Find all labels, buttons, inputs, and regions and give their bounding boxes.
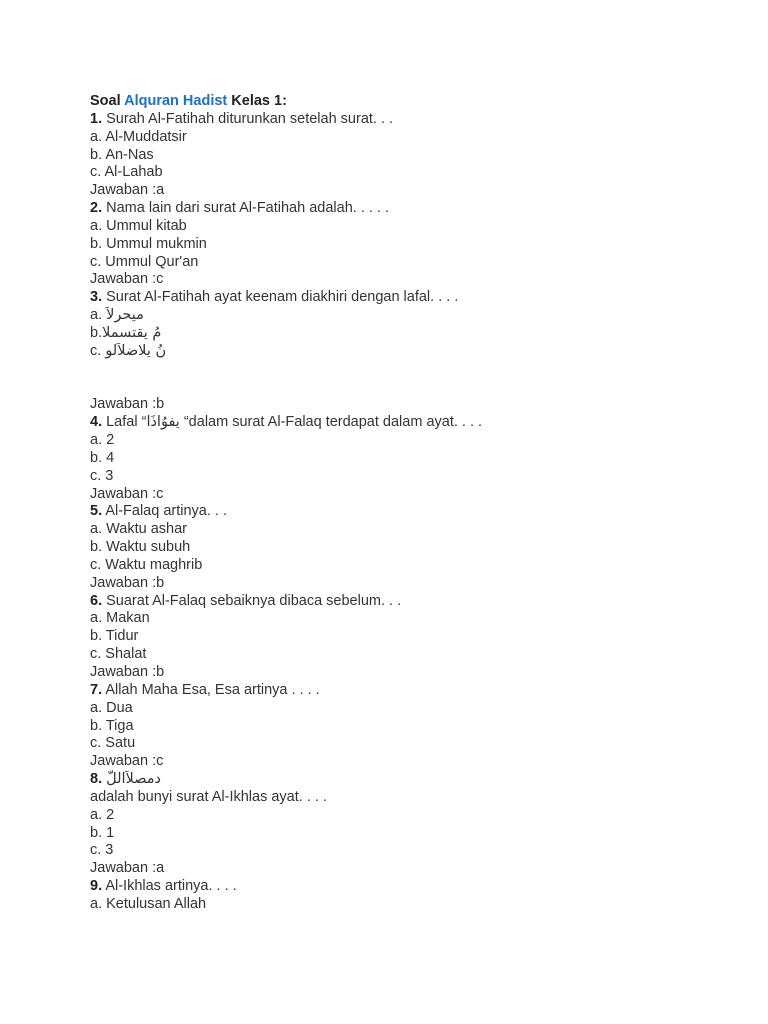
question-number: 7.	[90, 681, 103, 698]
answer: Jawaban :b	[90, 396, 165, 413]
question-text: Surah Al-Fatihah diturunkan setelah surat. . .	[102, 110, 394, 127]
question-6	[90, 593, 730, 611]
question-arabic: يفوُاذَا	[146, 414, 180, 431]
option-b	[90, 325, 730, 343]
question-number: 9.	[90, 878, 103, 895]
question-number: 6.	[90, 592, 103, 609]
answer: Jawaban :a	[90, 860, 165, 877]
option-arabic: ميحرلاَ	[106, 307, 144, 324]
option-a: a. 2	[90, 432, 115, 449]
option-a: a. Al-Muddatsir	[90, 128, 187, 145]
question-number: 5.	[90, 503, 103, 520]
question-text: Al-Falaq artinya. . .	[102, 503, 228, 520]
option-c	[90, 343, 730, 361]
option-c: c. Satu	[90, 735, 136, 752]
option-c: c. Al-Lahab	[90, 164, 163, 181]
question-3	[90, 289, 730, 307]
option-c: c. 3	[90, 467, 114, 484]
question-number: 1.	[90, 110, 103, 127]
question-text: Allah Maha Esa, Esa artinya . . . .	[102, 681, 320, 698]
option-arabic: مُ يقتسملا	[102, 324, 162, 341]
question-text-before: Lafal “	[102, 414, 147, 431]
answer: Jawaban :a	[90, 182, 165, 199]
option-a	[90, 307, 730, 325]
option-b: b. 1	[90, 824, 115, 841]
title-prefix: Soal	[90, 93, 125, 109]
option-a: a. Ummul kitab	[90, 217, 187, 234]
option-a: a. Dua	[90, 699, 133, 716]
question-5	[90, 503, 730, 521]
blank-space	[90, 361, 730, 397]
answer: Jawaban :c	[90, 485, 164, 502]
question-8	[90, 771, 730, 789]
answer: Jawaban :c	[90, 271, 164, 288]
option-prefix: a.	[90, 307, 107, 324]
question-number: 8.	[90, 771, 103, 788]
question-4	[90, 414, 730, 432]
option-a: a. 2	[90, 806, 115, 823]
question-text: Suarat Al-Falaq sebaiknya dibaca sebelum. . .	[102, 592, 402, 609]
option-a: a. Ketulusan Allah	[90, 895, 207, 912]
question-number: 3.	[90, 289, 103, 306]
question-text: adalah bunyi surat Al-Ikhlas ayat. . . .	[90, 788, 327, 805]
option-prefix: b.	[90, 324, 103, 341]
question-arabic: دمصلاَاللّ	[106, 771, 162, 788]
answer: Jawaban :b	[90, 574, 165, 591]
option-arabic: نُ يلاضلاَلو	[105, 342, 167, 359]
question-1	[90, 111, 730, 129]
question-number: 4.	[90, 414, 103, 431]
title-suffix: Kelas 1:	[227, 93, 287, 109]
option-a: a. Makan	[90, 610, 150, 627]
option-c: c. Shalat	[90, 646, 147, 663]
option-b: b. Ummul mukmin	[90, 235, 207, 252]
option-b: b. Tidur	[90, 628, 139, 645]
option-c: c. Ummul Qur'an	[90, 253, 199, 270]
question-text: Al-Ikhlas artinya. . . .	[102, 878, 237, 895]
option-b: b. 4	[90, 449, 115, 466]
option-b: b. Tiga	[90, 717, 134, 734]
question-7	[90, 682, 730, 700]
document-title	[90, 93, 730, 111]
question-text: Nama lain dari surat Al-Fatihah adalah. . . . .	[102, 200, 390, 217]
option-c: c. Waktu maghrib	[90, 556, 203, 573]
title-link-alquran-hadist[interactable]: Alquran Hadist	[124, 93, 228, 109]
document-body	[90, 93, 730, 914]
question-number: 2.	[90, 200, 103, 217]
answer: Jawaban :c	[90, 753, 164, 770]
option-c: c. 3	[90, 842, 114, 859]
option-prefix: c.	[90, 342, 106, 359]
question-text: Surat Al-Fatihah ayat keenam diakhiri dengan lafal. . . .	[102, 289, 459, 306]
question-2	[90, 200, 730, 218]
question-9	[90, 878, 730, 896]
answer: Jawaban :b	[90, 664, 165, 680]
option-a: a. Waktu ashar	[90, 521, 187, 538]
option-b: b. An-Nas	[90, 146, 154, 163]
question-text-after: “dalam surat Al-Falaq terdapat dalam ayat. . . .	[179, 414, 483, 431]
option-b: b. Waktu subuh	[90, 539, 191, 556]
